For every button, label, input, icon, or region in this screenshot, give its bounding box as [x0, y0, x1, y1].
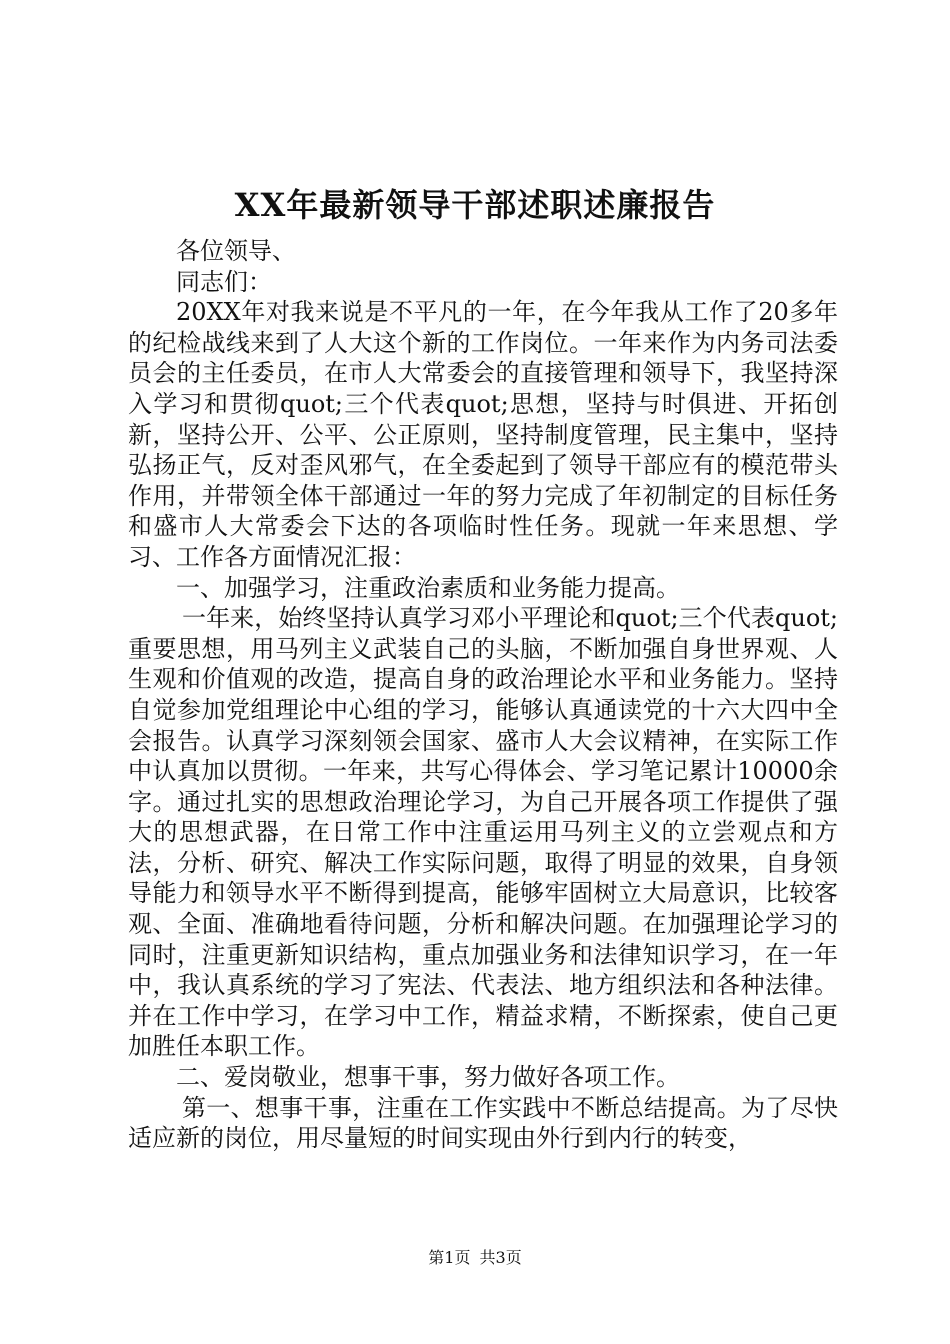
page-footer: [0, 1245, 950, 1268]
section-heading-1: 一、加强学习，注重政治素质和业务能力提高。: [176, 573, 680, 602]
page-total: 共3页: [479, 1248, 522, 1267]
page-number: 第1页: [428, 1248, 471, 1267]
paragraph-intro: 20XX年对我来说是不平凡的一年，在今年我从工作了20多年的纪检战线来到了人大这个新的工作岗位。一年来作为内务司法委员会的主任委员，在市人大常委会的直接管理和领导下，我坚持深入学习和贯彻quot;三个代表quot;思想，坚持与时俱进、开拓创新，坚持公开、公平、公正原则，坚持制度管理，民主集中，坚持弘扬正气，反对歪风邪气，在全委起到了领导干部应有的模范带头作用，并带领全体干部通过一年的努力完成了年初制定的目标任务和盛市人大常委会下达的各项临时性任务。现就一年来思想、学习、工作各方面情况汇报：: [128, 298, 838, 571]
paragraph-work: 第一、想事干事，注重在工作实践中不断总结提高。为了尽快适应新的岗位，用尽量短的时间实现由外行到内行的转变，: [128, 1093, 838, 1153]
salutation-leaders: 各位领导、: [176, 237, 296, 265]
salutation-comrades: 同志们：: [176, 267, 272, 296]
section-heading-2: 二、爱岗敬业，想事干事，努力做好各项工作。: [176, 1063, 680, 1092]
document-body: [128, 236, 838, 1154]
document-title: XX年最新领导干部述职述廉报告: [234, 186, 716, 224]
paragraph-study: 一年来，始终坚持认真学习邓小平理论和quot;三个代表quot;重要思想，用马列主义武装自己的头脑，不断加强自身世界观、人生观和价值观的改造，提高自身的政治理论水平和业务能力。坚持自觉参加党组理论中心组的学习，能够认真通读党的十六大四中全会报告。认真学习深刻领会国家、盛市人大会议精神，在实际工作中认真加以贯彻。一年来，共写心得体会、学习笔记累计10000余字。通过扎实的思想政治理论学习，为自己开展各项工作提供了强大的思想武器，在日常工作中注重运用马列主义的立尝观点和方法，分析、研究、解决工作实际问题，取得了明显的效果，自身领导能力和领导水平不断得到提高，能够牢固树立大局意识，比较客观、全面、准确地看待问题，分析和解决问题。在加强理论学习的同时，注重更新知识结构，重点加强业务和法律知识学习，在一年中，我认真系统的学习了宪法、代表法、地方组织法和各种法律。并在工作中学习，在学习中工作，精益求精，不断探索，使自己更加胜任本职工作。: [128, 604, 838, 1061]
